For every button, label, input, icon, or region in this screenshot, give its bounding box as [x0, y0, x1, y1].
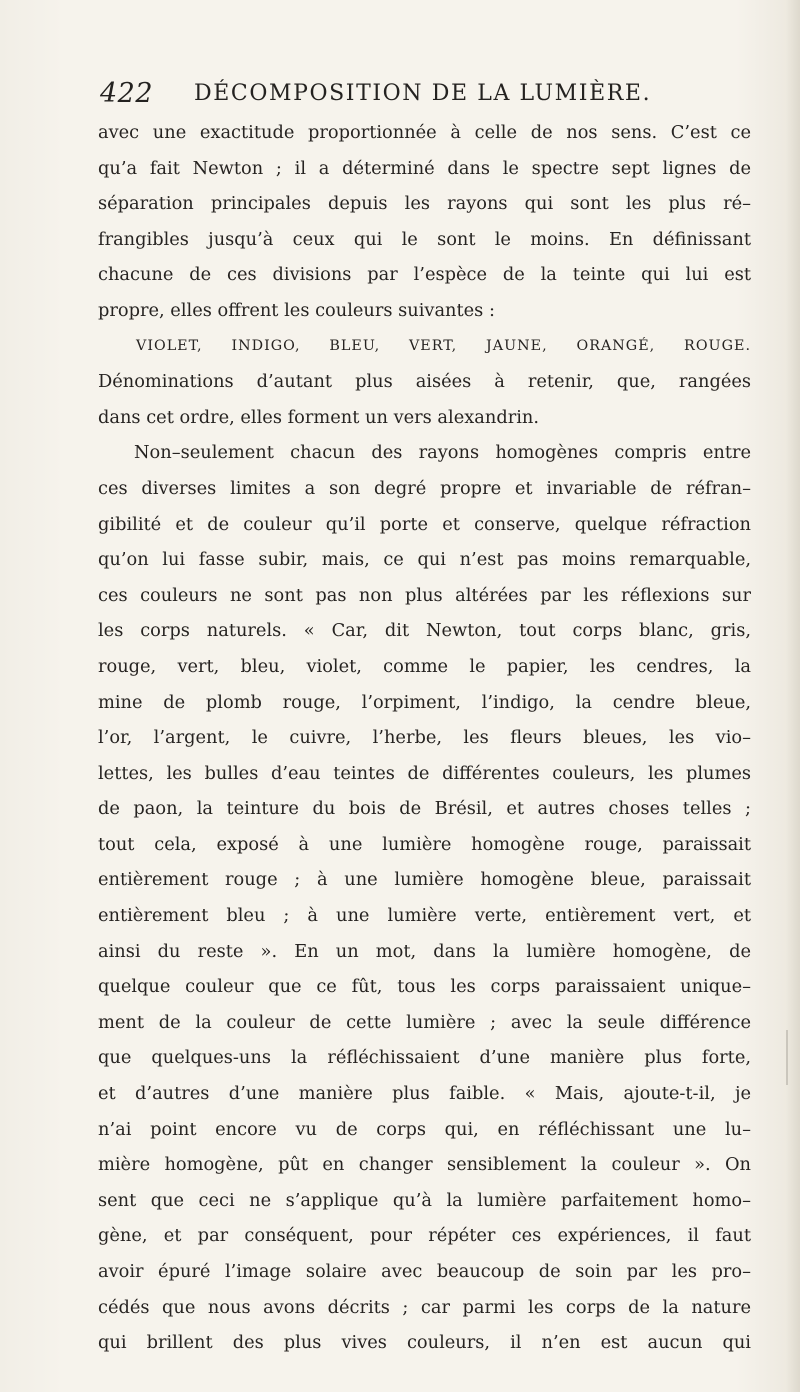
text-line: ainsi du reste ». En un mot, dans la lumière homogène, de [98, 940, 751, 962]
text-line: entièrement bleu ; à une lumière verte, entièrement vert, et [98, 905, 751, 927]
text-line: rouge, vert, bleu, violet, comme le papier, les cendres, la [98, 655, 751, 677]
text-line: n’ai point encore vu de corps qui, en réfléchissant une lu– [98, 1118, 751, 1140]
text-line: quelque couleur que ce fût, tous les corps paraissaient unique– [98, 976, 751, 998]
text-line: qu’on lui fasse subir, mais, ce qui n’est pas moins remarquable, [98, 549, 751, 571]
text-line: qu’a fait Newton ; il a déterminé dans le spectre sept lignes de [98, 157, 751, 179]
text-line: gène, et par conséquent, pour répéter ces expériences, il faut [98, 1225, 751, 1247]
text-line: de paon, la teinture du bois de Brésil, et autres choses telles ; [98, 798, 751, 820]
text-line: propre, elles offrent les couleurs suivantes : [98, 299, 495, 321]
text-line: et d’autres d’une manière plus faible. « Mais, ajoute-t-il, je [98, 1083, 751, 1105]
paper-crease [786, 1030, 788, 1085]
text-line: que quelques-uns la réfléchissaient d’une manière plus forte, [98, 1047, 751, 1069]
text-line: qui brillent des plus vives couleurs, il n’en est aucun qui [98, 1332, 751, 1354]
page-number: 422 [100, 78, 154, 109]
text-line: ces diverses limites a son degré propre et invariable de réfran– [98, 477, 751, 499]
text-line: mine de plomb rouge, l’orpiment, l’indigo, la cendre bleue, [98, 691, 751, 713]
text-line: l’or, l’argent, le cuivre, l’herbe, les fleurs bleues, les vio– [98, 727, 751, 749]
text-line: ces couleurs ne sont pas non plus altérées par les réflexions sur [98, 584, 751, 606]
text-line: séparation principales depuis les rayons qui sont les plus ré– [98, 193, 751, 215]
text-line: ment de la couleur de cette lumière ; avec la seule différence [98, 1011, 751, 1033]
text-line: tout cela, exposé à une lumière homogène rouge, paraissait [98, 833, 751, 855]
text-line: lettes, les bulles d’eau teintes de différentes couleurs, les plumes [98, 762, 751, 784]
running-title: DÉCOMPOSITION DE LA LUMIÈRE. [194, 81, 652, 106]
text-line: avec une exactitude proportionnée à celle de nos sens. C’est ce [98, 122, 751, 143]
text-line: entièrement rouge ; à une lumière homogène bleue, paraissait [98, 869, 751, 891]
text-line: chacune de ces divisions par l’espèce de la teinte qui lui est [98, 264, 751, 286]
text-line: mière homogène, pût en changer sensiblement la couleur ». On [98, 1154, 751, 1176]
text-line: sent que ceci ne s’applique qu’à la lumière parfaitement homo– [98, 1189, 751, 1211]
text-line: avoir épuré l’image solaire avec beaucoup de soin par les pro– [98, 1261, 751, 1282]
text-line: frangibles jusqu’à ceux qui le sont le moins. En définissant [98, 228, 751, 250]
page-header [100, 72, 720, 112]
body-text [98, 115, 751, 1361]
text-line: les corps naturels. « Car, dit Newton, tout corps blanc, gris, [98, 620, 751, 642]
text-line: gibilité et de couleur qu’il porte et conserve, quelque réfraction [98, 513, 751, 535]
text-line: cédés que nous avons décrits ; car parmi les corps de la nature [98, 1296, 751, 1318]
paragraph-first-line: Non–seulement chacun des rayons homogènes compris entre [134, 442, 751, 464]
page-edge-shadow [786, 0, 800, 1392]
text-line: dans cet ordre, elles forment un vers alexandrin. [98, 406, 539, 428]
color-list-line: VIOLET, INDIGO, BLEU, VERT, JAUNE, ORANGÉ, ROUGE. [136, 337, 751, 354]
text-line: Dénominations d’autant plus aisées à retenir, que, rangées [98, 371, 751, 393]
